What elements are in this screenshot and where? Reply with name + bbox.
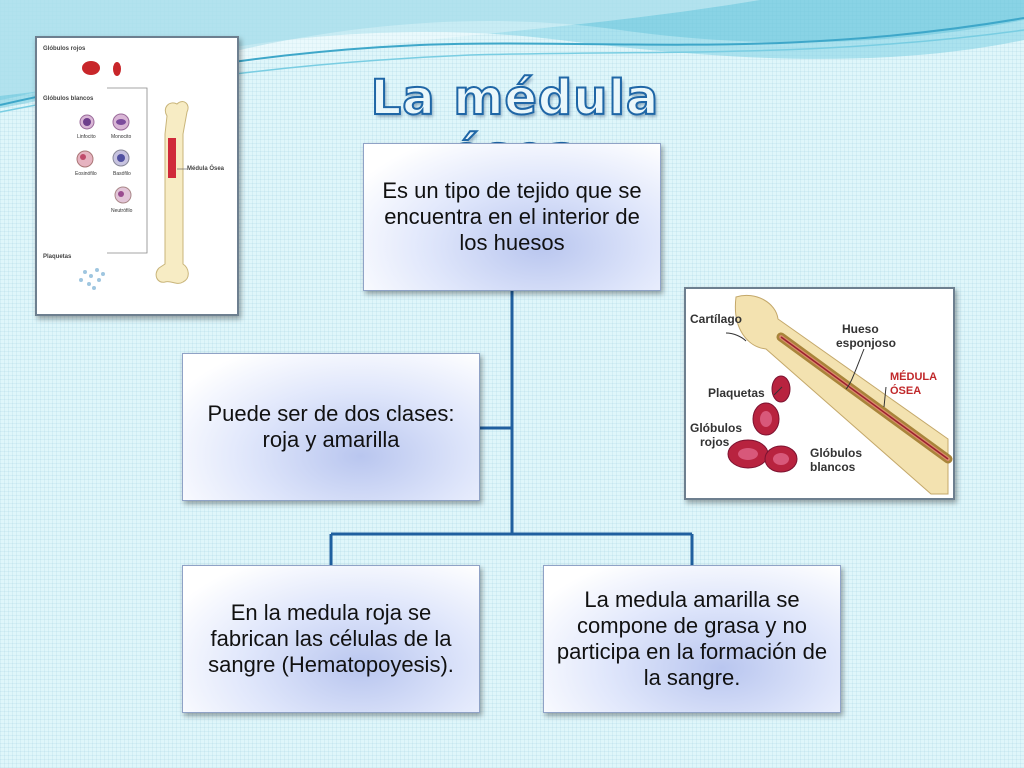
bone-marrow-image: [684, 287, 955, 500]
label-globulos-rojos: Glóbulos rojos: [43, 46, 86, 52]
blood-cells-image: [35, 36, 239, 316]
label-medula-osea: Médula Ósea: [187, 166, 225, 172]
label-plaquetas-right: Plaquetas: [708, 386, 765, 400]
red-marrow-text: En la medula roja se fabrican las células de la sangre (Hematopoyesis).: [208, 600, 454, 677]
label-neutrofilo: Neutrófilo: [111, 208, 133, 214]
diagram-box-definition: [363, 143, 661, 291]
label-globulos-rojos-2: rojos: [700, 435, 730, 449]
diagram-box-red-marrow: [182, 565, 480, 713]
label-plaquetas: Plaquetas: [43, 254, 72, 260]
label-globulos-blancos-1: Glóbulos: [810, 446, 862, 460]
label-cartilago: Cartílago: [690, 312, 743, 326]
definition-text: Es un tipo de tejido que se encuentra en el interior de los huesos: [382, 178, 642, 255]
label-basofilo: Basófilo: [113, 171, 131, 177]
diagram-box-types: [182, 353, 480, 501]
label-medula-1: MÉDULA: [890, 371, 938, 383]
label-globulos-blancos: Glóbulos blancos: [43, 96, 94, 102]
diagram-box-yellow-marrow: [543, 565, 841, 713]
label-hueso-1: Hueso: [842, 322, 879, 336]
types-text: Puede ser de dos clases: roja y amarilla: [207, 401, 455, 452]
label-monocito: Monocito: [111, 134, 132, 140]
label-globulos-blancos-2: blancos: [810, 460, 856, 474]
yellow-marrow-text: La medula amarilla se compone de grasa y no participa en la formación de la sangre.: [556, 587, 828, 690]
label-linfocito: Linfocito: [77, 134, 96, 140]
slide-title: La médula: [370, 70, 660, 126]
label-eosinofilo: Eosinófilo: [75, 171, 97, 177]
label-medula-2: ÓSEA: [890, 385, 922, 397]
blood-cells-illustration: [37, 38, 237, 314]
label-globulos-rojos-1: Glóbulos: [690, 421, 742, 435]
label-hueso-2: esponjoso: [836, 336, 897, 350]
